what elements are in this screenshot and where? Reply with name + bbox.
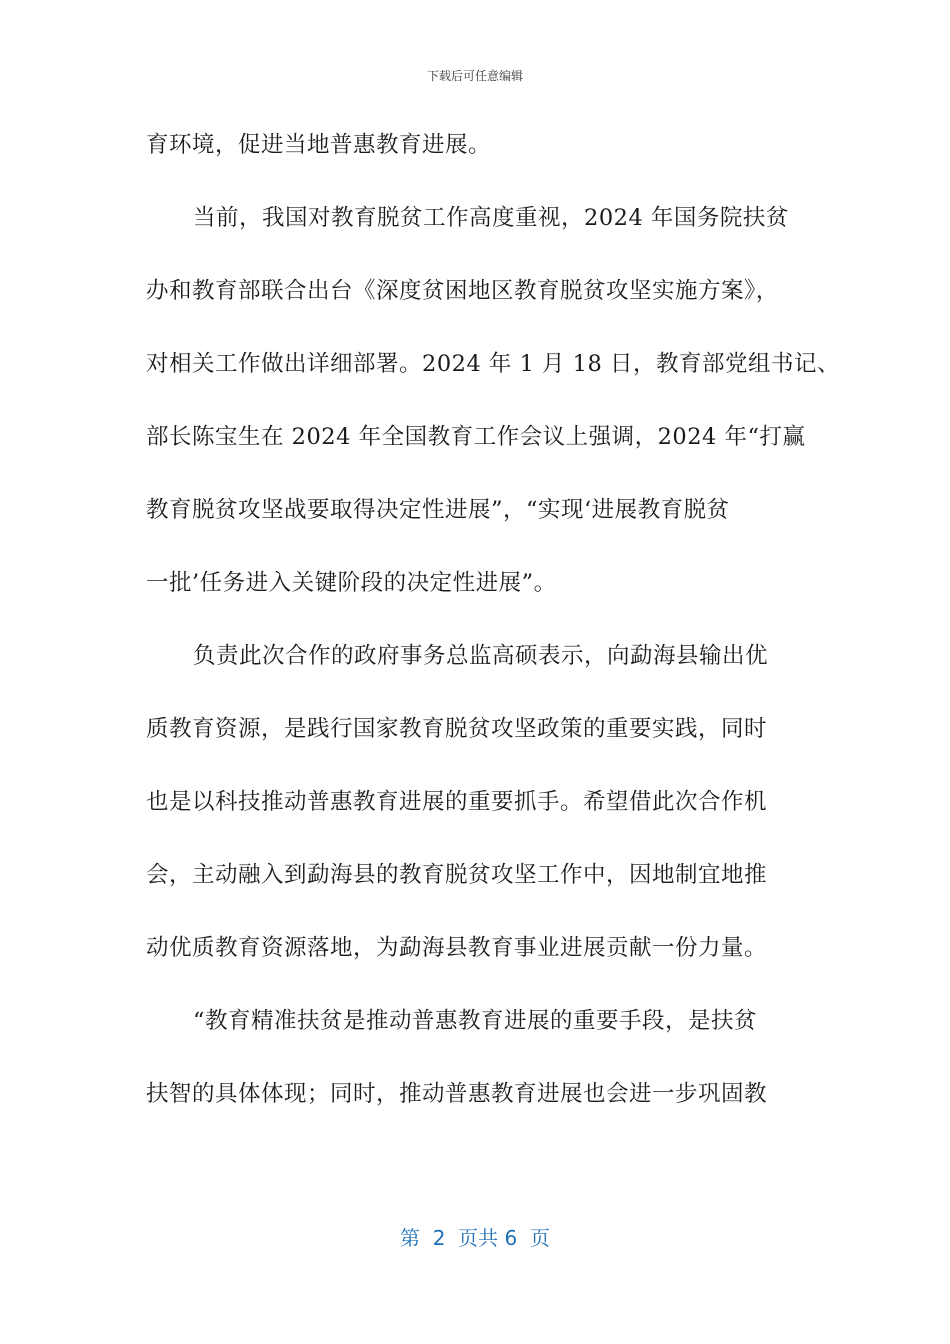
text-line: 质教育资源，是践行国家教育脱贫攻坚政策的重要实践，同时: [146, 716, 768, 742]
header-note: 下载后可任意编辑: [426, 69, 523, 83]
text-line: 部长陈宝生在 2024 年全国教育工作会议上强调，2024 年“打赢: [146, 424, 806, 450]
text-line: 当前，我国对教育脱贫工作高度重视，2024 年国务院扶贫: [193, 205, 789, 231]
text-line: 会，主动融入到勐海县的教育脱贫攻坚工作中，因地制宜地推: [146, 862, 768, 888]
text-line: 一批’任务进入关键阶段的决定性进展”。: [146, 570, 557, 596]
text-line: 育环境，促进当地普惠教育进展。: [146, 132, 492, 158]
text-line: 对相关工作做出详细部署。2024 年 1 月 18 日，教育部党组书记、: [146, 351, 840, 377]
page-number-footer: 第 2 页共 6 页: [400, 1226, 550, 1250]
text-line: 教育脱贫攻坚战要取得决定性进展”，“实现‘进展教育脱贫: [146, 497, 730, 523]
text-line: 负责此次合作的政府事务总监高硕表示，向勐海县输出优: [193, 643, 769, 669]
text-line: “教育精准扶贫是推动普惠教育进展的重要手段，是扶贫: [193, 1008, 758, 1034]
text-line: 也是以科技推动普惠教育进展的重要抓手。希望借此次合作机: [146, 789, 768, 815]
text-line: 扶智的具体体现；同时，推动普惠教育进展也会进一步巩固教: [146, 1081, 768, 1107]
body-text: [146, 122, 840, 1144]
text-line: 办和教育部联合出台《深度贫困地区教育脱贫攻坚实施方案》，: [146, 278, 779, 304]
text-line: 动优质教育资源落地，为勐海县教育事业进展贡献一份力量。: [146, 935, 768, 961]
